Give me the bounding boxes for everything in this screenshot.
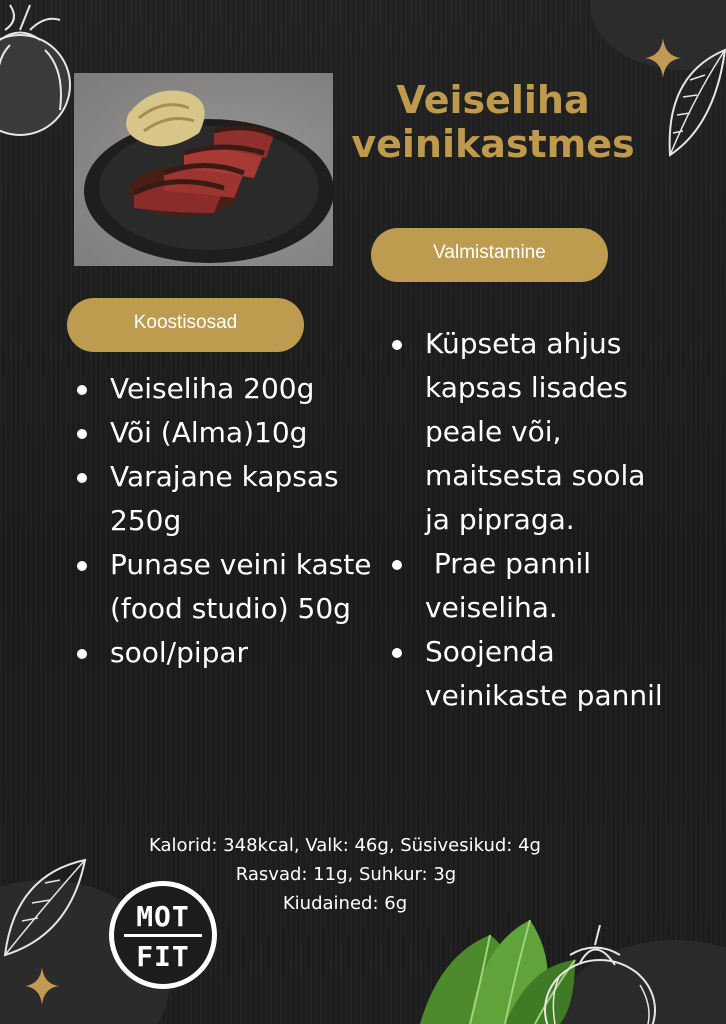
sparkle-star-icon [645,38,681,78]
step-item: Küpseta ahjus kapsas lisades peale või, maitsesta soola ja pipraga. [389,322,679,542]
ingredients-heading: Koostisosad [67,298,304,352]
leaf-sketch-icon [0,855,90,965]
nutrition-line: Kiudained: 6g [282,893,408,914]
tomato-sketch-icon [540,925,726,1024]
step-item: Soojenda veinikaste pannil [389,630,679,718]
recipe-title: Veiseliha veinikastmes [351,78,635,166]
logo-divider [124,934,202,937]
step-item: Prae pannil veiseliha. [389,542,679,630]
ingredient-item: sool/pipar [74,631,374,675]
nutrition-line: Rasvad: 11g, Suhkur: 3g [235,864,457,885]
motfit-logo [109,881,217,989]
logo-text-bottom: FIT [136,940,190,973]
ingredient-item: Varajane kapsas 250g [74,455,374,543]
ingredient-item: Punase veini kaste (food studio) 50g [74,543,374,631]
ingredient-item: Veiseliha 200g [74,367,374,411]
ingredients-list [74,367,374,675]
preparation-heading: Valmistamine [371,228,608,282]
dish-photo [74,73,333,266]
logo-text-top: MOT [136,900,190,933]
nutrition-line: Kalorid: 348kcal, Valk: 46g, Süsivesikud: 4g [149,835,541,856]
ingredient-item: Või (Alma)10g [74,411,374,455]
preparation-steps [389,322,679,718]
tomato-sketch-icon [0,0,85,140]
sparkle-star-icon [25,967,59,1005]
